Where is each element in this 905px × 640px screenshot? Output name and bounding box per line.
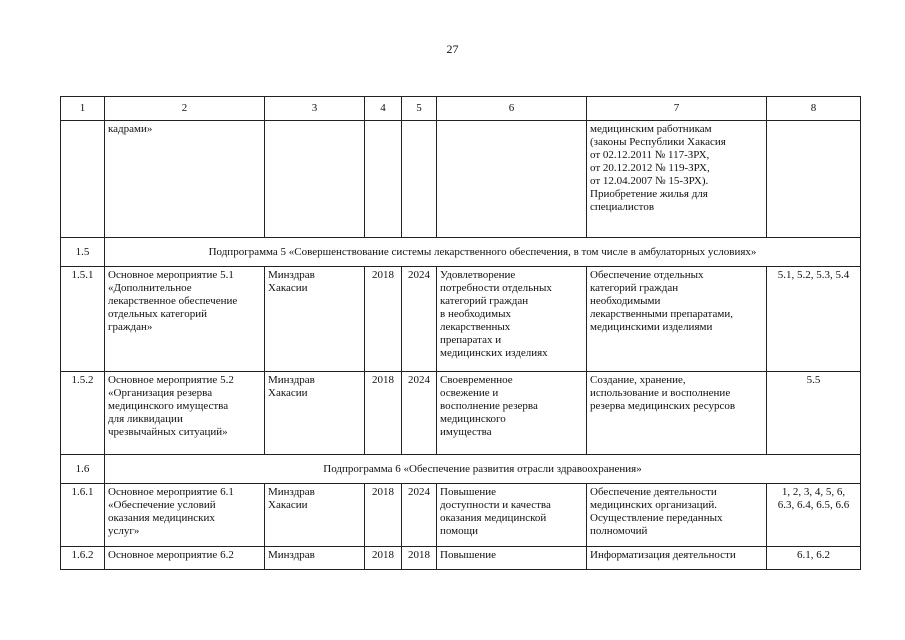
expected-result: Удовлетворение потребности отдельных категорий граждан в необходимых лекарственных препаратах и медицинских изделиях — [437, 267, 587, 372]
end-year: 2018 — [402, 547, 437, 570]
end-year: 2024 — [402, 267, 437, 372]
row-number: 1.6 — [61, 455, 105, 484]
measure-name: Основное мероприятие 6.2 — [105, 547, 265, 570]
expected-result: Повышение — [437, 547, 587, 570]
responsible-executor: Минздрав Хакасии — [265, 484, 365, 547]
header-cell: 4 — [365, 97, 402, 121]
expected-result: Повышение доступности и качества оказания медицинской помощи — [437, 484, 587, 547]
start-year: 2018 — [365, 547, 402, 570]
row-number — [61, 121, 105, 238]
end-year: 2024 — [402, 372, 437, 455]
subprogram-row — [61, 238, 861, 267]
measures-table — [60, 96, 861, 570]
responsible-executor — [265, 121, 365, 238]
subprogram-title: Подпрограмма 5 «Совершенствование системы лекарственного обеспечения, в том числе в амбулаторных условиях» — [105, 238, 861, 267]
page-number: 27 — [446, 42, 459, 56]
responsible-executor: Минздрав Хакасии — [265, 267, 365, 372]
main-directions: Создание, хранение, использование и восполнение резерва медицинских ресурсов — [587, 372, 767, 455]
subprogram-row — [61, 455, 861, 484]
main-directions: Информатизация деятельности — [587, 547, 767, 570]
related-indicators: 5.1, 5.2, 5.3, 5.4 — [767, 267, 861, 372]
row-number: 1.5 — [61, 238, 105, 267]
subprogram-title: Подпрограмма 6 «Обеспечение развития отрасли здравоохранения» — [105, 455, 861, 484]
header-cell: 5 — [402, 97, 437, 121]
row-number: 1.6.1 — [61, 484, 105, 547]
measure-name: Основное мероприятие 5.1 «Дополнительное лекарственное обеспечение отдельных категорий граждан» — [105, 267, 265, 372]
header-cell: 2 — [105, 97, 265, 121]
related-indicators: 1, 2, 3, 4, 5, 6, 6.3, 6.4, 6.5, 6.6 — [767, 484, 861, 547]
table-row — [61, 267, 861, 372]
row-number: 1.5.2 — [61, 372, 105, 455]
related-indicators: 5.5 — [767, 372, 861, 455]
responsible-executor: Минздрав — [265, 547, 365, 570]
start-year: 2018 — [365, 372, 402, 455]
responsible-executor: Минздрав Хакасии — [265, 372, 365, 455]
header-cell: 1 — [61, 97, 105, 121]
header-cell: 8 — [767, 97, 861, 121]
expected-result — [437, 121, 587, 238]
header-row — [61, 97, 861, 121]
table-row — [61, 484, 861, 547]
expected-result: Своевременное освежение и восполнение резерва медицинского имущества — [437, 372, 587, 455]
main-directions: Обеспечение отдельных категорий граждан необходимыми лекарственными препаратами, медицинскими изделиями — [587, 267, 767, 372]
header-cell: 6 — [437, 97, 587, 121]
row-number: 1.6.2 — [61, 547, 105, 570]
table-row — [61, 547, 861, 570]
measure-name: Основное мероприятие 5.2 «Организация резерва медицинского имущества для ликвидации чрезвычайных ситуаций» — [105, 372, 265, 455]
related-indicators: 6.1, 6.2 — [767, 547, 861, 570]
measure-name: кадрами» — [105, 121, 265, 238]
table-row — [61, 121, 861, 238]
main-directions: Обеспечение деятельности медицинских организаций. Осуществление переданных полномочий — [587, 484, 767, 547]
start-year: 2018 — [365, 484, 402, 547]
end-year: 2024 — [402, 484, 437, 547]
start-year: 2018 — [365, 267, 402, 372]
main-directions: медицинским работникам (законы Республики Хакасия от 02.12.2011 № 117-ЗРХ, от 20.12.2012 № 119-ЗРХ, от 12.04.2007 № 15-ЗРХ). Приобретение жилья для специалистов — [587, 121, 767, 238]
header-cell: 7 — [587, 97, 767, 121]
end-year — [402, 121, 437, 238]
measure-name: Основное мероприятие 6.1 «Обеспечение условий оказания медицинских услуг» — [105, 484, 265, 547]
header-cell: 3 — [265, 97, 365, 121]
start-year — [365, 121, 402, 238]
table-row — [61, 372, 861, 455]
related-indicators — [767, 121, 861, 238]
row-number: 1.5.1 — [61, 267, 105, 372]
